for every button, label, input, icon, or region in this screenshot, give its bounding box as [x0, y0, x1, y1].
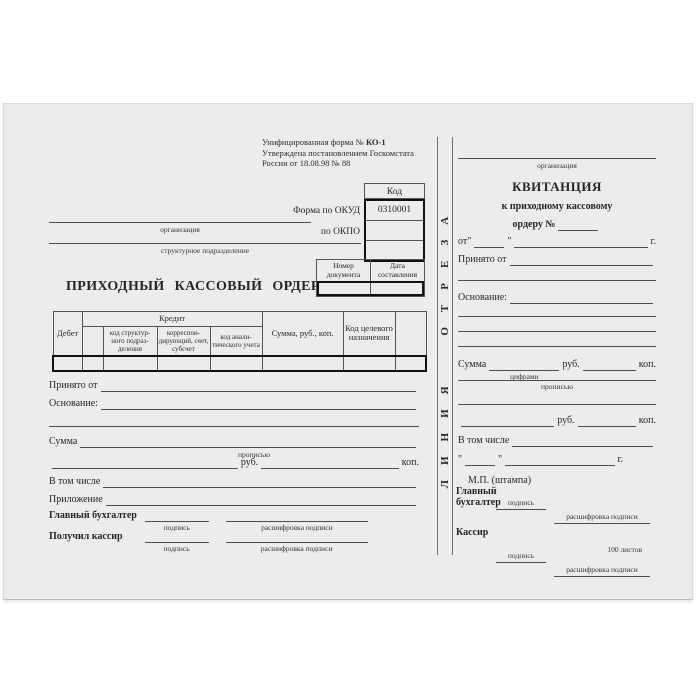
table-credit-sub1: код структур- ного подраз- деления: [103, 327, 157, 356]
receipt-accepted-extra-line: [458, 280, 656, 281]
doc-number-box: [316, 259, 425, 297]
receipt-in-words-line2: [458, 404, 656, 405]
receipt-basis-line2: [458, 316, 656, 317]
doc-date-label: Дата составления: [370, 260, 424, 281]
accepted-from-row: [49, 380, 419, 392]
receipt-order-number-line: [558, 229, 598, 231]
code-box-cells: [364, 199, 425, 262]
table-extra-header: [395, 312, 426, 356]
signature-label: подпись: [507, 498, 535, 507]
receipt-subtitle1: к приходному кассовому: [501, 201, 613, 212]
receipt-including-label: В том числе: [458, 435, 510, 446]
receipt-title: КВИТАНЦИЯ: [512, 179, 602, 194]
signature-decode-label: расшифровка подписи: [261, 523, 333, 532]
receipt-kop-label: коп.: [638, 359, 656, 370]
receipt-basis-line: [510, 302, 653, 304]
signature-decode-label: расшифровка подписи: [566, 565, 638, 574]
receipt-basis-line4: [458, 346, 656, 347]
sum-row: [49, 436, 419, 448]
chief-accountant-label: Главный бухгалтер: [49, 510, 137, 521]
signature-label: подпись: [163, 523, 190, 532]
receipt-day2-line: [465, 464, 495, 466]
received-cashier-label: Получил кассир: [49, 531, 123, 542]
receipt-kop-label2: коп.: [638, 415, 656, 426]
doc-number-cell: [319, 283, 370, 294]
accepted-from-label: Принято от: [49, 380, 98, 391]
receipt-basis-label: Основание:: [458, 292, 507, 303]
receipt-basis-line3: [458, 331, 656, 332]
code-box-header: Код: [364, 183, 425, 199]
close-quote: ": [507, 236, 512, 247]
signature-decode-label: расшифровка подписи: [260, 544, 333, 553]
okud-label: Форма по ОКУД: [293, 206, 360, 216]
doc-date-cell: [370, 283, 422, 294]
cut-line-label: ЛИНИЯ ОТРЕЗА: [439, 201, 451, 489]
receipt-rub-kop-row: [458, 415, 656, 427]
in-digits-label: цифрами: [509, 372, 539, 381]
open-quote: ": [467, 236, 472, 247]
receipt-including-row: [458, 435, 656, 447]
kop-line: [261, 467, 399, 469]
cashier-signature-line: [145, 542, 209, 553]
attachment-line: [106, 504, 416, 506]
chief-accountant-row: [49, 510, 419, 532]
signature-decode-label: расшифровка подписи: [566, 512, 638, 521]
subdivision-label: структурное подразделение: [160, 246, 250, 255]
receipt-cashier-signature-line: [496, 549, 546, 563]
sheets-count-label: 100 листов: [607, 545, 642, 554]
approval-line1: Унифицированная форма № КО-1: [262, 137, 386, 147]
approval-line2: Утверждена постановлением Госкомстата: [262, 147, 414, 158]
rub-kop-row: [49, 457, 419, 469]
accounting-table: [52, 311, 427, 372]
receipt-rub-label: руб.: [562, 359, 580, 370]
chief-accountant-name-line: [226, 521, 368, 532]
sum-in-words-label: прописью: [238, 450, 270, 459]
receipt-in-words-line: [458, 380, 656, 391]
okpo-label: по ОКПО: [320, 227, 360, 237]
receipt-accepted-from-line: [510, 264, 653, 266]
receipt-chief-name-line: [554, 510, 650, 524]
receipt-day-line: [474, 246, 504, 248]
table-credit-sub2: корреспон- дирующий, счет, субсчет: [157, 327, 210, 356]
receipt-basis-row: [458, 292, 656, 304]
table-value-row: [53, 356, 426, 371]
receipt-kop-line2: [578, 425, 636, 427]
accepted-from-line: [101, 390, 416, 392]
signature-label: подпись: [163, 544, 190, 553]
including-line: [103, 486, 416, 488]
receipt-sum-row: [458, 359, 656, 381]
receipt-date2-row: [458, 454, 623, 466]
including-row: [49, 476, 419, 488]
okpo-code-cell: [366, 220, 423, 240]
receipt-sum-digits-line: [489, 370, 559, 381]
cashier-name-line: [226, 542, 368, 553]
attachment-row: [49, 494, 419, 506]
receipt-from-label: от: [458, 236, 468, 247]
receipt-chief-accountant-label: Главный бухгалтер: [456, 486, 501, 508]
signature-label: подпись: [507, 551, 535, 560]
table-sum-header: Сумма, руб., коп.: [262, 312, 343, 356]
in-words-label: прописью: [541, 382, 573, 391]
subdivision-line: [49, 243, 361, 244]
cut-line-right: [452, 137, 453, 555]
receipt-year2-label: г.: [617, 454, 623, 465]
cashier-row: [49, 531, 419, 553]
table-credit-blank-subheader: [82, 327, 103, 356]
receipt-sum-label: Сумма: [458, 359, 487, 370]
receipt-accepted-from-label: Принято от: [458, 254, 507, 265]
receipt-accepted-from-row: [458, 254, 656, 266]
cash-order-form-sheet: [3, 103, 693, 600]
receipt-cashier-name-line: [554, 563, 650, 577]
sum-label: Сумма: [49, 436, 78, 447]
receipt-organization-line: [458, 158, 656, 159]
receipt-rub-label2: руб.: [557, 415, 575, 426]
order-title: ПРИХОДНЫЙ КАССОВЫЙ ОРДЕР: [66, 279, 320, 294]
stamp-label: М.П. (штампа): [468, 475, 532, 486]
receipt-year-label: г.: [650, 236, 656, 247]
form-approval-text: [262, 137, 440, 169]
sum-line: [80, 446, 416, 448]
table-credit-header: Кредит: [82, 312, 262, 327]
organization-line: [49, 222, 311, 223]
receipt-month-line: [514, 246, 647, 248]
including-label: В том числе: [49, 476, 101, 487]
table-debit-header: Дебет: [53, 312, 82, 356]
receipt-kop-line: [583, 369, 636, 371]
basis-extra-line: [49, 426, 419, 427]
receipt-rub-line2: [461, 425, 554, 427]
organization-label: организация: [160, 225, 200, 234]
doc-number-label: Номер документа: [326, 261, 361, 279]
close-quote: ": [498, 454, 503, 465]
receipt-month2-line: [505, 464, 614, 466]
basis-label: Основание:: [49, 398, 98, 409]
receipt-chief-signature-line: [496, 496, 546, 510]
open-quote: ": [458, 454, 463, 465]
rub-line: [52, 467, 238, 469]
table-credit-sub3: код анали- тического учета: [210, 327, 262, 356]
receipt-subtitle2: ордеру №: [512, 219, 556, 230]
code-box: [364, 183, 425, 262]
rub-label: руб.: [240, 457, 259, 468]
extra-code-cell: [366, 240, 423, 260]
cut-line-left: [437, 137, 438, 555]
basis-line: [101, 408, 416, 410]
attachment-label: Приложение: [49, 494, 103, 505]
receipt-in-words-row: [458, 380, 656, 391]
receipt-cashier-label: Кассир: [456, 527, 489, 538]
receipt-date-row: [458, 236, 656, 248]
kop-label: коп.: [401, 457, 419, 468]
okud-code-cell: 0310001: [377, 205, 412, 215]
table-purpose-header: Код целевого назначения: [343, 312, 395, 356]
doc-number-value-row: [317, 281, 424, 296]
approval-line3: России от 18.08.98 № 88: [262, 158, 351, 168]
basis-row: [49, 398, 419, 410]
receipt-organization-label: организация: [537, 161, 577, 170]
receipt-including-line: [512, 445, 653, 447]
chief-accountant-signature-line: [145, 521, 209, 532]
receipt-order-number-row: [458, 219, 656, 231]
